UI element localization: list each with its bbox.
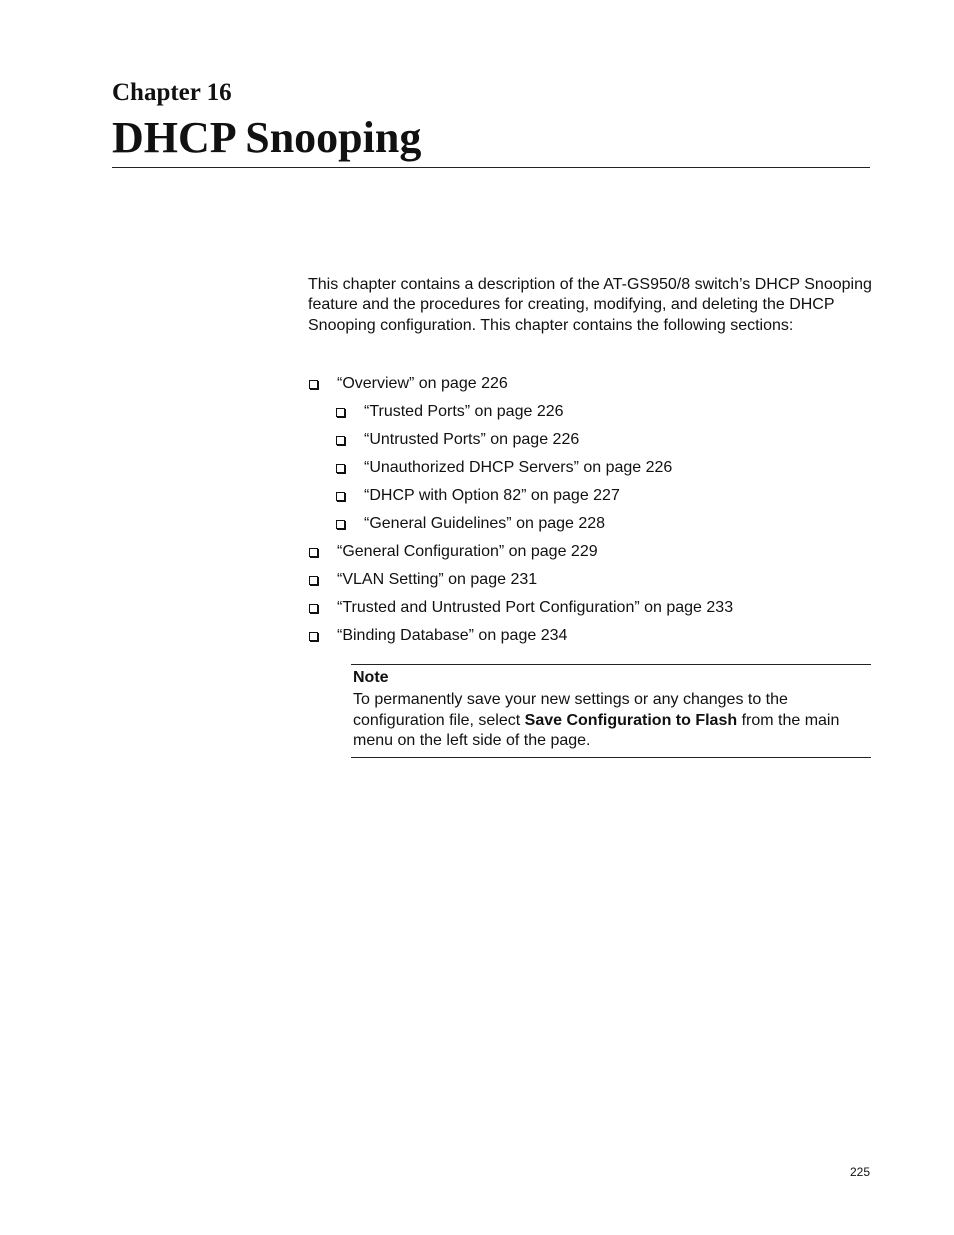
checkbox-bullet-icon <box>309 380 318 389</box>
chapter-title: DHCP Snooping <box>112 113 422 162</box>
checkbox-bullet-icon <box>309 604 318 613</box>
checkbox-bullet-icon <box>309 548 318 557</box>
toc-item[interactable] <box>308 541 873 569</box>
toc-item[interactable] <box>308 373 873 401</box>
title-divider <box>112 167 870 168</box>
note-bold-command: Save Configuration to Flash <box>524 711 738 729</box>
chapter-label: Chapter 16 <box>112 79 232 106</box>
checkbox-bullet-icon <box>309 576 318 585</box>
section-list <box>308 373 873 653</box>
toc-item-label: “Binding Database” on page 234 <box>337 627 568 644</box>
checkbox-bullet-icon <box>336 464 345 473</box>
toc-subitem[interactable] <box>335 401 873 429</box>
toc-item-label: “Overview” on page 226 <box>337 375 508 392</box>
checkbox-bullet-icon <box>309 632 318 641</box>
toc-item[interactable] <box>308 569 873 597</box>
checkbox-bullet-icon <box>336 408 345 417</box>
note-body <box>353 690 871 752</box>
checkbox-bullet-icon <box>336 436 345 445</box>
toc-item-label: “VLAN Setting” on page 231 <box>337 571 538 588</box>
toc-item-label: “General Configuration” on page 229 <box>337 543 598 560</box>
checkbox-bullet-icon <box>336 520 345 529</box>
toc-subitem[interactable] <box>335 485 873 513</box>
note-text-before: To permanently save your new settings or any changes to the configuration file, select <box>353 691 788 729</box>
intro-paragraph: This chapter contains a description of the AT-GS950/8 switch’s DHCP Snooping feature and the procedures for creating, modifying, and deleting the DHCP Snooping configuration. This chapter contains the following sections: <box>308 276 872 334</box>
checkbox-bullet-icon <box>336 492 345 501</box>
toc-item-label: “Trusted and Untrusted Port Configuration” on page 233 <box>337 599 734 616</box>
toc-item-label: “Untrusted Ports” on page 226 <box>364 431 580 448</box>
toc-subitem[interactable] <box>335 513 873 541</box>
toc-subitem[interactable] <box>335 457 873 485</box>
toc-item-label: “Unauthorized DHCP Servers” on page 226 <box>364 459 673 476</box>
page-number: 225 <box>849 1165 870 1179</box>
toc-item[interactable] <box>308 625 873 653</box>
note-text-after: from the main menu on the left side of the page. <box>353 711 840 749</box>
toc-subitem[interactable] <box>335 429 873 457</box>
toc-item-label: “DHCP with Option 82” on page 227 <box>364 487 620 504</box>
note-box <box>351 664 871 758</box>
toc-item-label: “General Guidelines” on page 228 <box>364 515 606 532</box>
toc-item[interactable] <box>308 597 873 625</box>
toc-item-label: “Trusted Ports” on page 226 <box>364 403 564 420</box>
note-heading: Note <box>353 669 389 686</box>
